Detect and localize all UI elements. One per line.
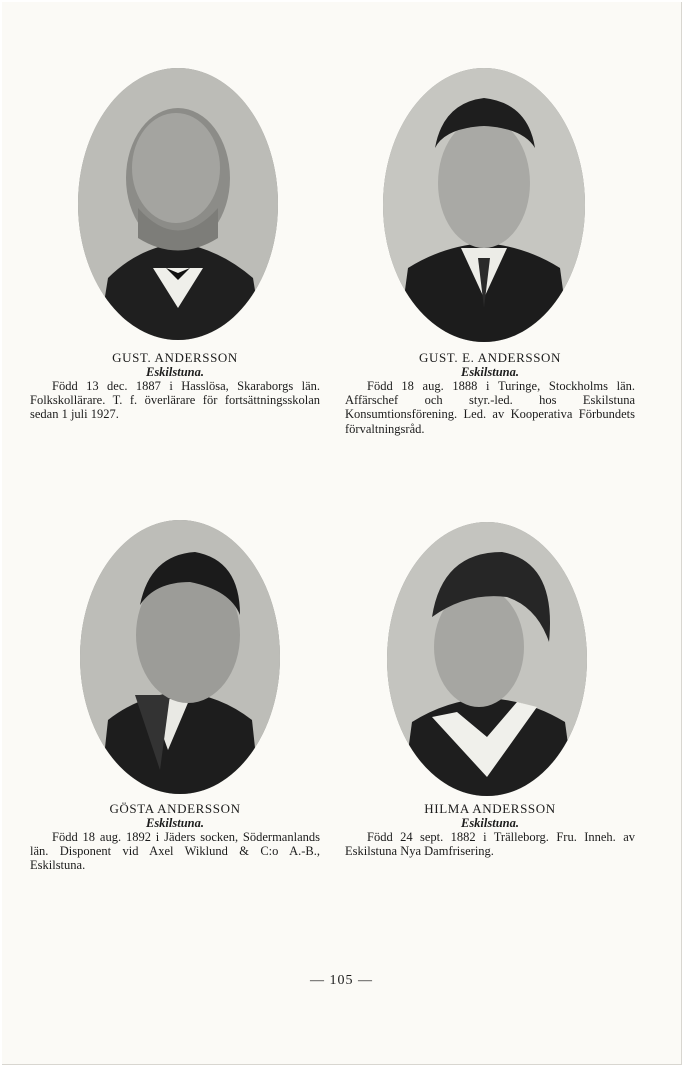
portrait-photo [387, 522, 587, 796]
person-biography: Född 18 aug. 1892 i Jäders socken, Södermanlands län. Disponent vid Axel Wiklund & C:o A.-B., Eskilstuna. [30, 830, 320, 873]
portrait-photo [80, 520, 280, 794]
page-number: — 105 — [310, 973, 373, 988]
person-place: Eskilstuna. [460, 365, 519, 379]
person-biography: Född 24 sept. 1882 i Trälleborg. Fru. Inneh. av Eskilstuna Nya Damfrisering. [345, 830, 635, 859]
person-biography: Född 13 dec. 1887 i Hasslösa, Skaraborgs län. Folkskollärare. T. f. överlärare för fortsättningsskolan sedan 1 juli 1927. [30, 379, 320, 422]
person-biography: Född 18 aug. 1888 i Turinge, Stockholms län. Affärschef och styr.-led. hos Eskilstuna Konsumtionsförening. Led. av Kooperativa Förbundets förvaltningsråd. [345, 379, 635, 436]
person-name: HILMA ANDERSSON [424, 801, 556, 816]
person-place: Eskilstuna. [145, 365, 204, 379]
person-place: Eskilstuna. [460, 816, 519, 830]
book-page [2, 2, 682, 1065]
person-name: GÖSTA ANDERSSON [109, 801, 241, 816]
person-name: GUST. E. ANDERSSON [418, 350, 562, 365]
portrait-photo [78, 68, 278, 340]
person-place: Eskilstuna. [145, 816, 204, 830]
portrait-photo [383, 68, 585, 342]
person-name: GUST. ANDERSSON [112, 350, 238, 365]
